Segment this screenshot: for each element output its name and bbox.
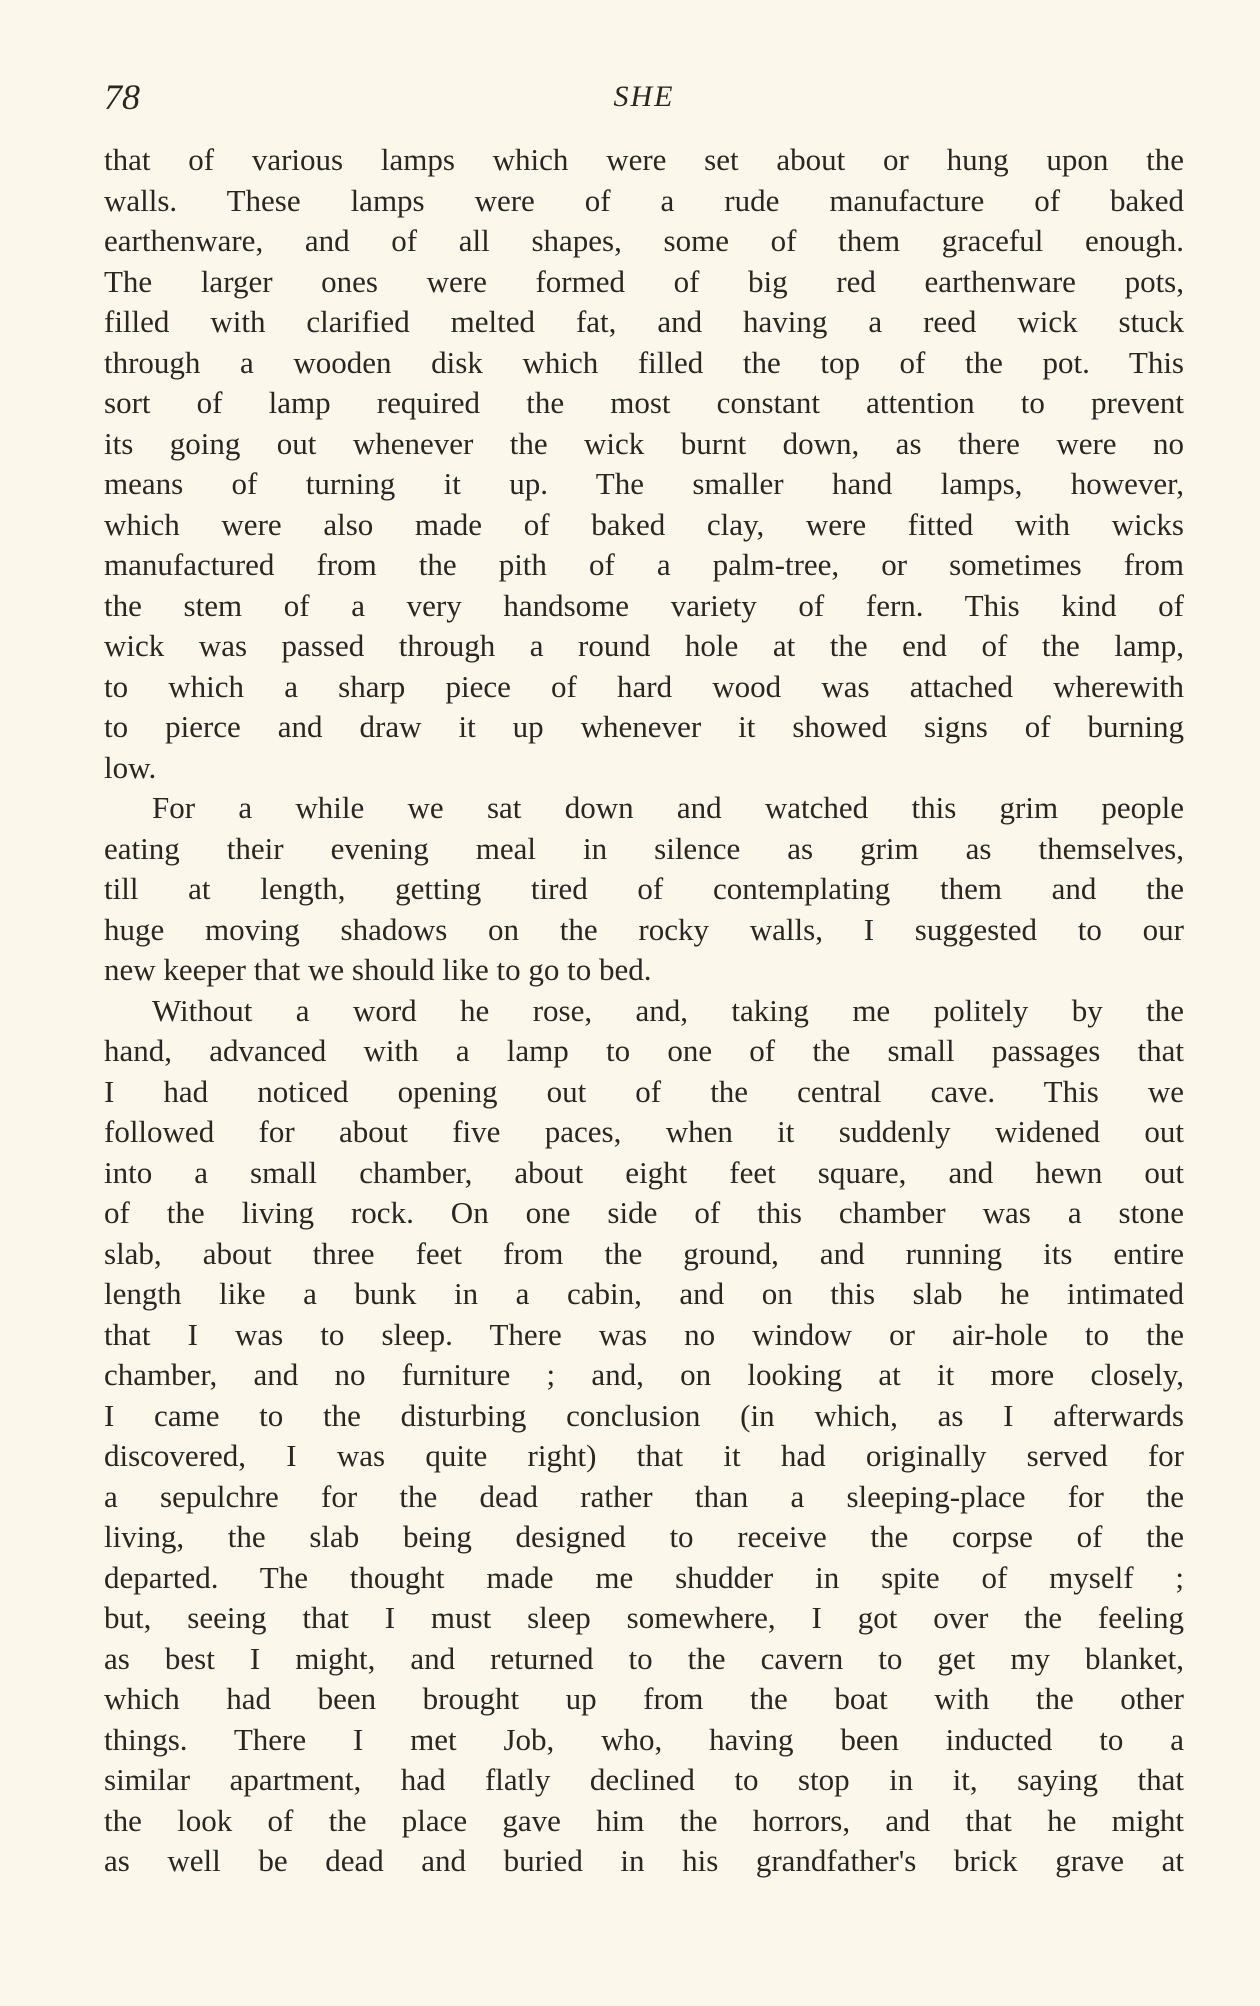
text-line: length like a bunk in a cabin, and on this slab he intimated — [104, 1276, 1184, 1311]
text-line: walls. These lamps were of a rude manufacture of baked — [104, 182, 1184, 218]
text-line: wick was passed through a round hole at the end of the lamp, — [104, 628, 1184, 663]
running-title: SHE — [613, 80, 675, 113]
text-line: followed for about five paces, when it suddenly widened out — [104, 1114, 1184, 1149]
text-line: as well be dead and buried in his grandfather's brick grave at — [104, 1843, 1184, 1878]
text-line: as best I might, and returned to the cavern to get my blanket, — [104, 1640, 1184, 1676]
text-line: manufactured from the pith of a palm-tree, or sometimes from — [104, 547, 1184, 582]
text-line: huge moving shadows on the rocky walls, I suggested to our — [104, 911, 1184, 947]
text-line: For a while we sat down and watched this grim people — [152, 790, 1184, 825]
text-line: eating their evening meal in silence as grim as themselves, — [104, 830, 1184, 866]
text-line: the look of the place gave him the horrors, and that he might — [104, 1802, 1184, 1838]
text-line: discovered, I was quite right) that it had originally served for — [104, 1438, 1184, 1473]
text-line: of the living rock. On one side of this chamber was a stone — [104, 1195, 1184, 1230]
text-line: into a small chamber, about eight feet square, and hewn out — [104, 1154, 1184, 1190]
text-line: filled with clarified melted fat, and having a reed wick stuck — [104, 304, 1184, 339]
text-line: The larger ones were formed of big red earthenware pots, — [104, 263, 1184, 299]
text-line: slab, about three feet from the ground, and running its entire — [104, 1235, 1184, 1271]
text-line: chamber, and no furniture ; and, on looking at it more closely, — [104, 1357, 1184, 1392]
text-line: which were also made of baked clay, were fitted with wicks — [104, 506, 1184, 542]
text-line: hand, advanced with a lamp to one of the small passages that — [104, 1033, 1184, 1068]
text-line: through a wooden disk which filled the top of the pot. This — [104, 344, 1184, 380]
text-line: living, the slab being designed to receive the corpse of the — [104, 1519, 1184, 1554]
text-line: to which a sharp piece of hard wood was attached wherewith — [104, 668, 1184, 704]
text-line: but, seeing that I must sleep somewhere, I got over the feeling — [104, 1600, 1184, 1635]
text-line: low. — [104, 749, 157, 785]
text-line: that I was to sleep. There was no window or air-hole to the — [104, 1316, 1184, 1352]
text-line: I had noticed opening out of the central cave. This we — [104, 1073, 1184, 1109]
page-number: 78 — [104, 77, 140, 117]
page-header — [104, 72, 1184, 122]
text-line: means of turning it up. The smaller hand lamps, however, — [104, 466, 1184, 501]
text-line: sort of lamp required the most constant attention to prevent — [104, 385, 1184, 420]
text-line: a sepulchre for the dead rather than a sleeping-place for the — [104, 1478, 1184, 1514]
text-line: new keeper that we should like to go to bed. — [104, 952, 652, 987]
text-line: departed. The thought made me shudder in spite of myself ; — [104, 1559, 1184, 1595]
text-line: that of various lamps which were set about or hung upon the — [104, 142, 1184, 177]
text-line: similar apartment, had flatly declined to stop in it, saying that — [104, 1762, 1184, 1797]
text-line: things. There I met Job, who, having been inducted to a — [104, 1721, 1184, 1757]
text-line: its going out whenever the wick burnt down, as there were no — [104, 425, 1184, 461]
text-line: till at length, getting tired of contemplating them and the — [104, 871, 1184, 906]
text-line: the stem of a very handsome variety of fern. This kind of — [104, 587, 1184, 623]
body-text — [104, 140, 1184, 1882]
text-line: earthenware, and of all shapes, some of them graceful enough. — [104, 223, 1184, 258]
text-line: which had been brought up from the boat with the other — [104, 1681, 1184, 1716]
text-line: to pierce and draw it up whenever it showed signs of burning — [104, 709, 1184, 744]
text-line: Without a word he rose, and, taking me politely by the — [152, 992, 1184, 1028]
text-line: I came to the disturbing conclusion (in which, as I afterwards — [104, 1397, 1184, 1433]
